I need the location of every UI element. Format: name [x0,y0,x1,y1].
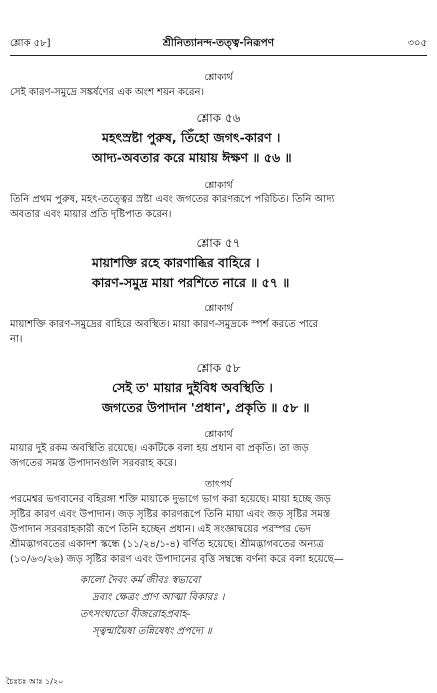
translation-56-line-2: অবতার এবং মায়ার প্রতি দৃষ্টিপাত করেন। [10,209,172,220]
header-rule [10,55,427,56]
verse-56-line-1: মহৎস্রষ্টা পুরুষ, তিঁহো জগৎ-কারণ । [102,130,281,145]
translation-label-56: শ্লোকার্থ [204,180,233,191]
purport-line-1: পরমেশ্বর ভগবানের বহিরঙ্গা শক্তি মায়াকে দুভাগে ভাগ করা হয়েছে। মায়া হচ্ছে জড় [10,494,331,505]
quote-line-2: দ্রব্যং ক্ষেত্রং প্রাণ আত্মা বিকারঃ । [92,592,225,603]
purport-line-2: সৃষ্টির কারণ এবং উপাদান। জড় সৃষ্টির কারণরূপে তিনি মায়া এবং জড় সৃষ্টির সমস্ত [10,509,331,520]
translation-label-58: শ্লোকার্থ [204,429,233,440]
quote-line-3: তৎসংঘাতো বীজরোহপ্রবাহ- [80,609,191,620]
verse-58-line-2: জগতের উপাদান 'প্রধান', প্রকৃতি ॥ ৫৮ ॥ [102,400,310,415]
page-number: ৩০৫ [407,38,427,49]
translation-label-57: শ্লোকার্থ [204,303,233,314]
verse-58-line-1: সেই ত' মায়ার দুইবিধ অবস্থিতি । [112,380,273,395]
quote-line-1: কালো দৈবং কর্ম জীবঃ স্বভাবো [80,575,201,586]
translation-label-55: শ্লোকার্থ [204,72,233,83]
translation-58-line-1: মায়ার দুই রকম অবস্থিতি রয়েছে। একটিকে বলা হয় প্রধান বা প্রকৃতি। তা জড় [10,443,309,454]
translation-56-line-1: তিনি প্রথম পুরুষ, মহৎ-তত্ত্বের স্রষ্টা এবং জগতের কারণরূপে পরিচিত। তিনি আদ্য [10,194,335,205]
translation-58-line-2: জগতের সমস্ত উপাদানগুলি সরবরাহ করে। [10,458,177,469]
verse-57-line-2: কারণ-সমুদ্র মায়া পরশিতে নারে ॥ ৫৭ ॥ [92,275,290,290]
running-header [10,36,427,54]
purport-line-3: উপাদান সরবরাহকারী রূপে তিনি হচ্ছেন প্রধান। এই সংজ্ঞাদ্বয়ের পরস্পর ভেদ [10,524,311,535]
verse-label-56: শ্লোক ৫৬ [196,111,241,125]
translation-57-line-2: না। [10,334,23,345]
purport-label: তাৎপর্য [205,479,232,490]
quote-line-4: স্ত্বন্মায়ৈষা তন্নিষেধং প্রপদ্যে ॥ [92,626,212,637]
translation-55-line: সেই কারণ-সমুদ্রে সঙ্কর্ষণের এক অংশ শয়ন করেন। [10,87,205,98]
verse-label-58: শ্লোক ৫৮ [196,361,241,375]
header-chapter-title: শ্রীনিত্যানন্দ-তত্ত্ব-নিরূপণ [162,37,275,49]
purport-line-5: (১০/৬৩/২৬) জড় সৃষ্টির কারণ এবং উপাদানের বৃত্তি সম্বন্ধে বর্ণনা করে বলা হয়েছে— [10,554,344,565]
signature-mark: চৈঃচঃ আঃ ১/২০ [6,677,64,686]
header-verse-ref: শ্লোক ৫৮] [10,38,51,49]
verse-57-line-1: মায়াশক্তি রহে কারণাব্ধির বাহিরে । [92,255,260,270]
verse-56-line-2: আদ্য-অবতার করে মায়ায় ঈক্ষণ ॥ ৫৬ ॥ [92,150,292,165]
translation-57-line-1: মায়াশক্তি কারণ-সমুদ্রের বাহিরে অবস্থিত। মায়া কারণ-সমুদ্রকে স্পর্শ করতে পারে [10,319,319,330]
verse-label-57: শ্লোক ৫৭ [196,236,241,250]
purport-line-4: শ্রীমদ্ভাগবতের একাদশ স্কন্ধে (১১/২৪/১-৪) বর্ণিত হয়েছে। শ্রীমদ্ভাগবতের অন্যত্র [10,539,324,550]
